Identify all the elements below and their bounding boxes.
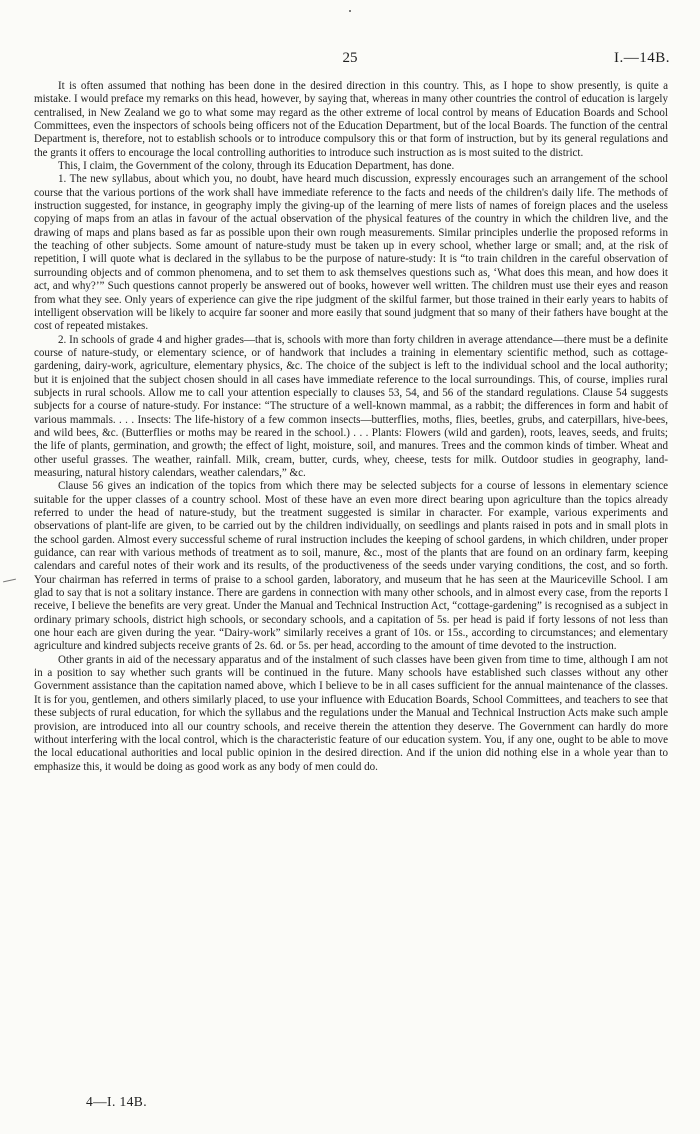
paragraph: Clause 56 gives an indication of the topics from which there may be selected subjects for a course of lessons in elementary science suitable for the upper classes of a country school. Most of these have an even more direct bearing upon agriculture than the topics already referred to under the head of nature-study, but the treatment suggested is similar in character. For example, various experiments and observations of plant-life are given, to be carried out by the children individually, on seedlings and plants raised in pots and in small plots in the school garden. Almost every successful scheme of rural instruction includes the keeping of school gardens, in which children, under proper guidance, can rear with various methods of treatment as to soil, manure, &c., most of the plants that are found on an ordinary farm, keeping calendars and careful notes of their work and its results, of the productiveness of the seeds under varying conditions, the cost, and so forth. Your chairman has referred in terms of praise to a school garden, laboratory, and museum that he has seen at the Mauriceville School. I am glad to say that is not a solitary instance. There are gardens in connection with many other schools, and in almost every case, from the reports I receive, I believe the benefits are very great. Under the Manual and Technical Instruction Act, “cottage-gardening” is recognised as a subject in ordinary primary schools, district high schools, or secondary schools, and a capitation of 5s. per head is paid if forty lessons of not less than one hour each are given during the year. “Dairy-work” similarly receives a grant of 10s. or 15s., according to circumstances; and elementary agriculture and kindred subjects receive grants of 2s. 6d. or 5s. per head, according to the amount of time devoted to the instruction. bbox=[34, 480, 668, 653]
paragraph: Other grants in aid of the necessary apparatus and of the instalment of such classes have been given from time to time, although I am not in a position to say whether such grants will be continued in the future. Many schools have established such classes without any other Government assistance than the capitation named above, which I believe to be in all cases sufficient for the annual maintenance of the classes. It is for you, gentlemen, and others similarly placed, to use your influence with Education Boards, School Committees, and teachers to see that these subjects of rural education, for which the syllabus and the regulations under the Manual and Technical Instruction Acts make such ample provision, are introduced into all our country schools, and receive therein the attention they deserve. The Government can hardly do more without interfering with the local control, which is the characteristic feature of our education system. You, if any one, ought to be able to move the local educational authorities and local public opinion in the desired direction. And if the union did nothing else in a whole year than to emphasize this, it would be doing as good work as any body of men could do. bbox=[34, 653, 668, 773]
page-footer-signature: 4—I. 14B. bbox=[86, 1094, 147, 1109]
paragraph: This, I claim, the Government of the colony, through its Education Department, has done. bbox=[58, 160, 455, 173]
margin-mark bbox=[3, 579, 16, 583]
paragraph: It is often assumed that nothing has been done in the desired direction in this country. This, as I hope to show presently, is quite a mistake. I would preface my remarks on this head, however, by saying that, whereas in many other countries the control of education is largely centralised, in New Zealand we go to what some may regard as the other extreme of local control by means of Education Boards and School Committees, even the inspectors of schools being officers not of the Education Department, but of the local Boards. The function of the central Department is, therefore, not to establish schools or to introduce compulsory this or that form of instruction, but by its general regulations and the grants it offers to encourage the local controlling authorities to introduce such instruction as is most suited to the district. bbox=[34, 80, 668, 159]
page-number: 25 bbox=[342, 50, 358, 66]
page-header bbox=[0, 50, 700, 72]
paragraph: 2. In schools of grade 4 and higher grades—that is, schools with more than forty children in average attendance—there must be a definite course of nature-study, or elementary science, or of handwork that includes a training in elementary scientific method, such as cottage-gardening, dairy-work, agriculture, elementary physics, &c. The choice of the subject is left to the individual school and the local authority; but it is enjoined that the subject chosen should in all cases have immediate reference to the local surroundings. This, of course, implies rural subjects in rural schools. Allow me to call your attention especially to clauses 53, 54, and 56 of the standard regulations. Clause 54 suggests subjects for a course of nature-study. For instance: “The structure of a well-known mammal, as a rabbit; the differences in form and habit of various mammals. . . . Insects: The life-history of a few common insects—butterflies, moths, flies, beetles, grubs, and caterpillars, hive-bees, and wild bees, &c. (Butterflies or moths may be reared in the school.) . . . Plants: Flowers (wild and garden), roots, leaves, seeds, and fruits; the life of plants, germination, and growth; the effect of light, moisture, soil, and manures. Trees and the common kinds of timber. Wheat and other useful grasses. The weather, rainfall. Milk, cream, butter, curds, whey, cheese, tests for milk. Outdoor studies in geography, land-measuring, natural history calendars, weather calendars,” &c. bbox=[34, 333, 668, 479]
document-body bbox=[34, 80, 668, 774]
paragraph: 1. The new syllabus, about which you, no doubt, have heard much discussion, expressly encourages such an arrangement of the school course that the various portions of the work shall have immediate reference to the facts and needs of the children's daily life. The methods of instruction suggested, for instance, in geography imply the giving-up of the learning of mere lists of names of foreign places and the useless copying of maps from an atlas in favour of the actual observation of the physical features of the country in which the children live, and the drawing of maps and plans based as far as possible upon their own rough measurements. Similar principles underlie the proposed reforms in the teaching of other subjects. Some amount of nature-study must be taken up in every school, whether large or small; and, at the risk of repetition, I will quote what is declared in the syllabus to be the purpose of nature-study: It is “to train children in the careful observation of surrounding objects and of common phenomena, and to set them to ask themselves questions such as, ‘What does this mean, and how does it act, and why?’” Such questions cannot properly be answered out of books, however well written. The children must use their eyes and reason from what they see. Only years of experience can give the ripe judgment of the skilful farmer, but those trained in their early years to habits of intelligent observation will be likely to acquire far sooner and more easily that sound judgment that so many of their fathers have bought at the cost of repeated mistakes. bbox=[34, 173, 668, 333]
document-reference: I.—14B. bbox=[614, 50, 670, 66]
ink-dot bbox=[349, 10, 351, 12]
